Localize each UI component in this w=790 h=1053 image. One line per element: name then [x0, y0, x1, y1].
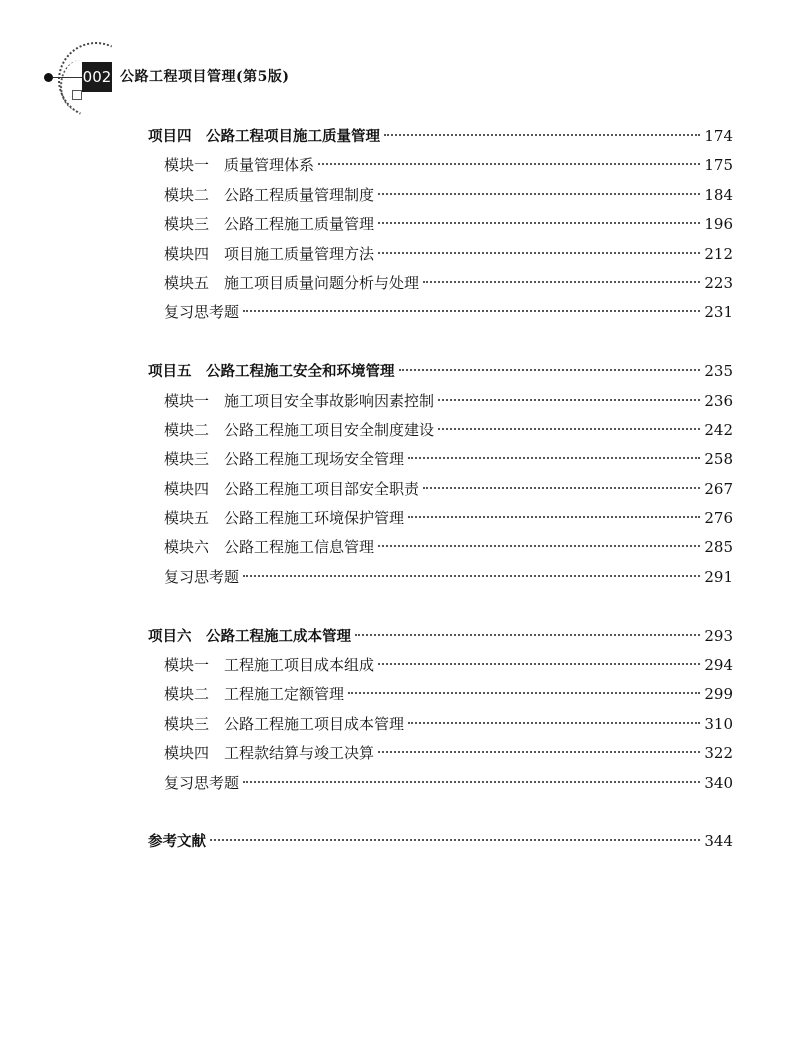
toc-entry-title: 参考文献: [148, 834, 206, 851]
toc-entry-title: 模块二 公路工程施工项目安全制度建设: [164, 420, 435, 439]
toc-entry-title: 模块四 工程款结算与竣工决算: [164, 744, 375, 763]
decorative-line: [53, 77, 83, 78]
dot-leader: [378, 750, 700, 753]
decorative-dot: [44, 73, 53, 82]
toc-entry-title: 项目四 公路工程项目施工质量管理: [148, 129, 380, 145]
toc-module-entry[interactable]: [148, 504, 733, 533]
dot-leader: [423, 280, 700, 283]
decorative-square: [72, 90, 82, 100]
toc-entry-title: 模块一 质量管理体系: [164, 156, 315, 175]
toc-entry-page: 322: [704, 744, 733, 763]
toc-module-entry[interactable]: [148, 445, 733, 474]
toc-entry-title: 模块三 公路工程施工项目成本管理: [164, 714, 405, 733]
toc-project-entry[interactable]: [148, 827, 733, 856]
toc-project-entry[interactable]: [148, 122, 733, 151]
dot-leader: [355, 633, 700, 636]
toc-module-entry[interactable]: [148, 710, 733, 739]
toc-entry-page: 175: [704, 156, 733, 175]
dot-leader: [408, 515, 700, 518]
toc-entry-title: 模块四 公路工程施工项目部安全职责: [164, 479, 420, 498]
toc-entry-title: 复习思考题: [164, 773, 240, 792]
toc-module-entry[interactable]: [148, 651, 733, 680]
dot-leader: [423, 486, 700, 489]
toc-entry-page: 235: [704, 362, 733, 381]
toc-entry-title: 模块六 公路工程施工信息管理: [164, 538, 375, 557]
toc-entry-title: 复习思考题: [164, 567, 240, 586]
toc-module-entry[interactable]: [148, 240, 733, 269]
toc-entry-title: 模块三 公路工程施工现场安全管理: [164, 450, 405, 469]
toc-entry-page: 184: [704, 185, 733, 204]
dot-leader: [378, 192, 700, 195]
toc-module-entry[interactable]: [148, 181, 733, 210]
toc-entry-page: 174: [704, 127, 733, 145]
toc-entry-title: 模块一 工程施工项目成本组成: [164, 656, 375, 675]
toc-entry-page: 291: [704, 567, 733, 586]
dot-leader: [243, 309, 700, 312]
dot-leader: [378, 662, 700, 665]
toc-entry-title: 模块三 公路工程施工质量管理: [164, 215, 375, 234]
toc-entry-page: 212: [704, 244, 733, 263]
dot-leader: [378, 251, 700, 254]
toc-entry-title: 模块一 施工项目安全事故影响因素控制: [164, 391, 435, 410]
toc-module-entry[interactable]: [148, 563, 733, 592]
toc-module-entry[interactable]: [148, 680, 733, 709]
toc-entry-title: 模块五 施工项目质量问题分析与处理: [164, 273, 420, 292]
toc-entry-title: 模块二 公路工程质量管理制度: [164, 185, 375, 204]
section-gap: [148, 798, 733, 827]
toc-entry-page: 293: [704, 626, 733, 645]
page-number-badge: 002: [82, 62, 112, 92]
toc-module-entry[interactable]: [148, 151, 733, 180]
dot-leader: [243, 780, 700, 783]
toc-entry-page: 340: [704, 773, 733, 792]
toc-entry-page: 242: [704, 420, 733, 439]
toc-entry-title: 项目六 公路工程施工成本管理: [148, 628, 351, 645]
toc-module-entry[interactable]: [148, 387, 733, 416]
toc-module-entry[interactable]: [148, 769, 733, 798]
toc-entry-page: 236: [704, 391, 733, 410]
toc-module-entry[interactable]: [148, 298, 733, 327]
toc-entry-page: 258: [704, 450, 733, 469]
book-title: 公路工程项目管理(第5版): [120, 69, 290, 85]
toc-entry-page: 267: [704, 479, 733, 498]
section-gap: [148, 328, 733, 357]
dot-leader: [438, 398, 700, 401]
dot-leader: [408, 456, 700, 459]
toc-project-entry[interactable]: [148, 357, 733, 386]
toc-project-entry[interactable]: [148, 622, 733, 651]
dot-leader: [408, 721, 700, 724]
dot-leader: [210, 838, 700, 841]
dot-leader: [378, 221, 700, 224]
toc-module-entry[interactable]: [148, 739, 733, 768]
toc-entry-page: 344: [704, 832, 733, 851]
table-of-contents: [148, 122, 733, 857]
toc-entry-page: 310: [704, 714, 733, 733]
toc-entry-page: 223: [704, 273, 733, 292]
toc-entry-title: 复习思考题: [164, 303, 240, 322]
toc-entry-title: 模块二 工程施工定额管理: [164, 685, 345, 704]
toc-entry-page: 299: [704, 685, 733, 704]
toc-entry-page: 276: [704, 509, 733, 528]
dot-leader: [318, 162, 700, 165]
toc-entry-title: 模块五 公路工程施工环境保护管理: [164, 509, 405, 528]
section-gap: [148, 592, 733, 621]
toc-module-entry[interactable]: [148, 210, 733, 239]
dot-leader: [243, 574, 700, 577]
toc-module-entry[interactable]: [148, 533, 733, 562]
toc-entry-page: 196: [704, 215, 733, 234]
dot-leader: [438, 427, 700, 430]
toc-module-entry[interactable]: [148, 475, 733, 504]
toc-entry-title: 模块四 项目施工质量管理方法: [164, 244, 375, 263]
toc-module-entry[interactable]: [148, 416, 733, 445]
toc-entry-title: 项目五 公路工程施工安全和环境管理: [148, 364, 395, 381]
dot-leader: [348, 691, 700, 694]
dot-leader: [384, 133, 700, 136]
dot-leader: [378, 544, 700, 547]
toc-entry-page: 285: [704, 538, 733, 557]
dot-leader: [399, 368, 701, 371]
toc-module-entry[interactable]: [148, 269, 733, 298]
toc-entry-page: 294: [704, 656, 733, 675]
toc-entry-page: 231: [704, 303, 733, 322]
